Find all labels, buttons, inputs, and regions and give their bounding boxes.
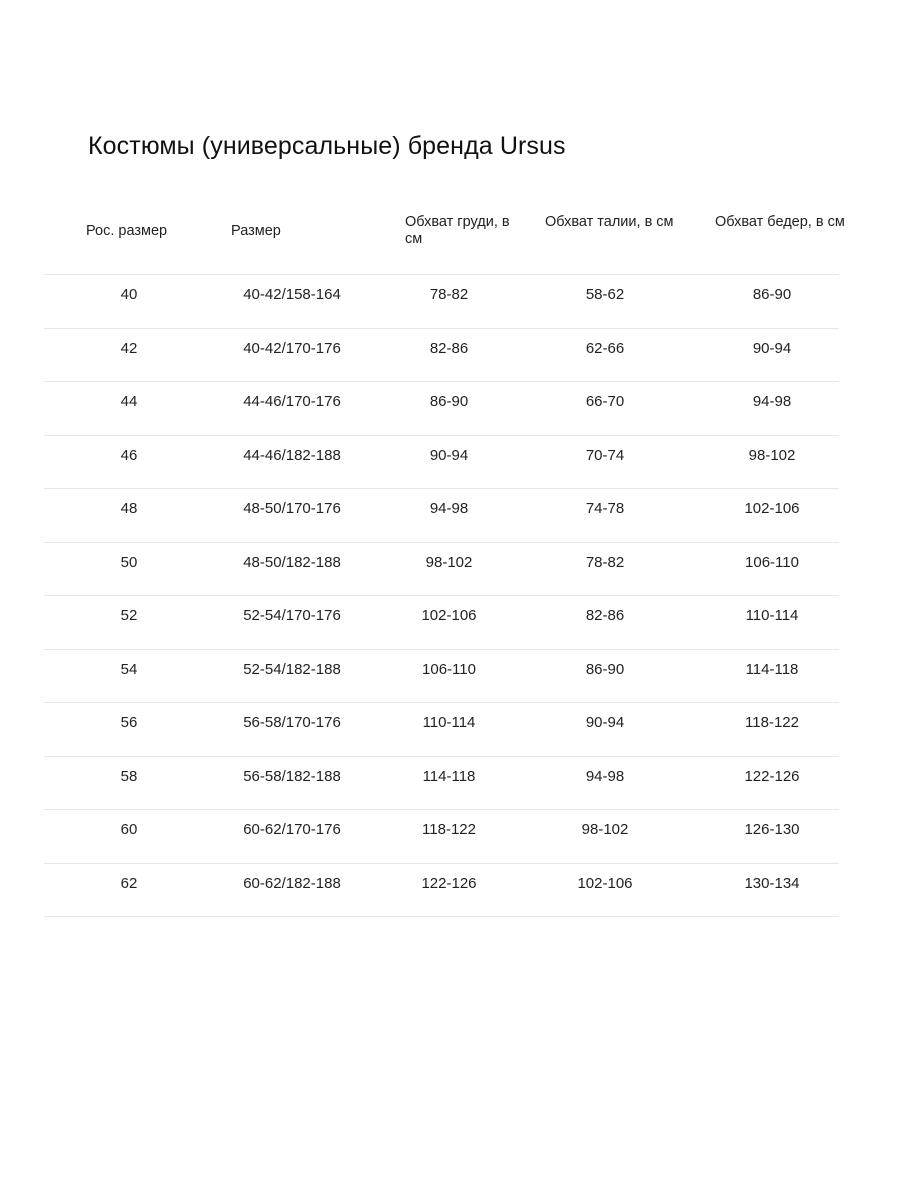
table-row <box>44 382 839 436</box>
size-cell: 52-54/182-188 <box>243 660 341 678</box>
table-row <box>44 489 839 543</box>
hips-cell: 86-90 <box>752 286 792 303</box>
table-body <box>44 275 839 917</box>
size-table <box>44 200 845 917</box>
size-cell: 52-54/170-176 <box>243 607 341 624</box>
table-row <box>44 810 839 864</box>
table-row <box>44 864 839 918</box>
hips-cell: 110-114 <box>745 607 799 624</box>
hips-cell: 114-118 <box>745 660 799 678</box>
ru-size-cell: 52 <box>120 607 138 624</box>
header-size: Размер <box>231 223 281 239</box>
waist-cell: 62-66 <box>585 339 625 357</box>
table-row <box>44 596 839 650</box>
page-title: Костюмы (универсальные) бренда Ursus <box>88 132 566 160</box>
chest-cell: 118-122 <box>422 821 476 838</box>
chest-cell: 90-94 <box>429 446 469 464</box>
ru-size-cell: 60 <box>120 821 138 838</box>
waist-cell: 74-78 <box>585 500 625 517</box>
ru-size-cell: 54 <box>120 660 138 678</box>
ru-size-cell: 42 <box>120 339 138 357</box>
hips-cell: 130-134 <box>744 874 800 892</box>
table-row <box>44 703 839 757</box>
hips-cell: 122-126 <box>744 767 800 785</box>
table-row <box>44 757 839 811</box>
ru-size-cell: 48 <box>120 500 138 517</box>
chest-cell: 82-86 <box>429 339 469 357</box>
ru-size-cell: 62 <box>120 874 138 892</box>
header-hips: Обхват бедер, в см <box>715 214 845 230</box>
size-cell: 44-46/170-176 <box>243 393 341 410</box>
hips-cell: 94-98 <box>752 393 792 410</box>
hips-cell: 102-106 <box>744 500 800 517</box>
header-chest: Обхват груди, в см <box>405 214 510 247</box>
ru-size-cell: 44 <box>120 393 138 410</box>
header-ru-size: Рос. размер <box>86 223 168 239</box>
size-cell: 56-58/170-176 <box>243 714 341 731</box>
table-header <box>44 200 845 275</box>
size-cell: 44-46/182-188 <box>243 446 341 464</box>
waist-cell: 82-86 <box>585 607 625 624</box>
ru-size-cell: 40 <box>120 286 138 303</box>
ru-size-cell: 46 <box>120 446 138 464</box>
chest-cell: 78-82 <box>429 286 469 303</box>
hips-cell: 90-94 <box>752 339 792 357</box>
waist-cell: 86-90 <box>585 660 625 678</box>
chest-cell: 110-114 <box>422 714 476 731</box>
ru-size-cell: 58 <box>120 767 138 785</box>
waist-cell: 78-82 <box>585 553 625 571</box>
size-cell: 48-50/182-188 <box>243 553 341 571</box>
chest-cell: 98-102 <box>425 553 473 571</box>
size-cell: 40-42/170-176 <box>243 339 341 357</box>
hips-cell: 106-110 <box>745 553 799 571</box>
waist-cell: 102-106 <box>577 874 633 892</box>
chest-cell: 114-118 <box>422 767 476 785</box>
waist-cell: 66-70 <box>585 393 625 410</box>
chest-cell: 86-90 <box>429 393 469 410</box>
chest-cell: 94-98 <box>429 500 469 517</box>
chest-cell: 102-106 <box>421 607 477 624</box>
size-cell: 60-62/182-188 <box>243 874 341 892</box>
table-row <box>44 543 839 597</box>
header-waist: Обхват талии, в см <box>545 214 674 230</box>
waist-cell: 70-74 <box>585 446 625 464</box>
chest-cell: 122-126 <box>421 874 477 892</box>
size-cell: 48-50/170-176 <box>243 500 341 517</box>
waist-cell: 98-102 <box>581 821 629 838</box>
table-row <box>44 650 839 704</box>
waist-cell: 94-98 <box>585 767 625 785</box>
waist-cell: 90-94 <box>585 714 625 731</box>
table-row <box>44 275 839 329</box>
ru-size-cell: 50 <box>120 553 138 571</box>
hips-cell: 98-102 <box>748 446 796 464</box>
table-row <box>44 436 839 490</box>
table-row <box>44 329 839 383</box>
hips-cell: 118-122 <box>745 714 799 731</box>
size-cell: 40-42/158-164 <box>243 286 341 303</box>
hips-cell: 126-130 <box>744 821 800 838</box>
size-cell: 56-58/182-188 <box>243 767 341 785</box>
ru-size-cell: 56 <box>120 714 138 731</box>
waist-cell: 58-62 <box>585 286 625 303</box>
size-cell: 60-62/170-176 <box>243 821 341 838</box>
chest-cell: 106-110 <box>422 660 476 678</box>
